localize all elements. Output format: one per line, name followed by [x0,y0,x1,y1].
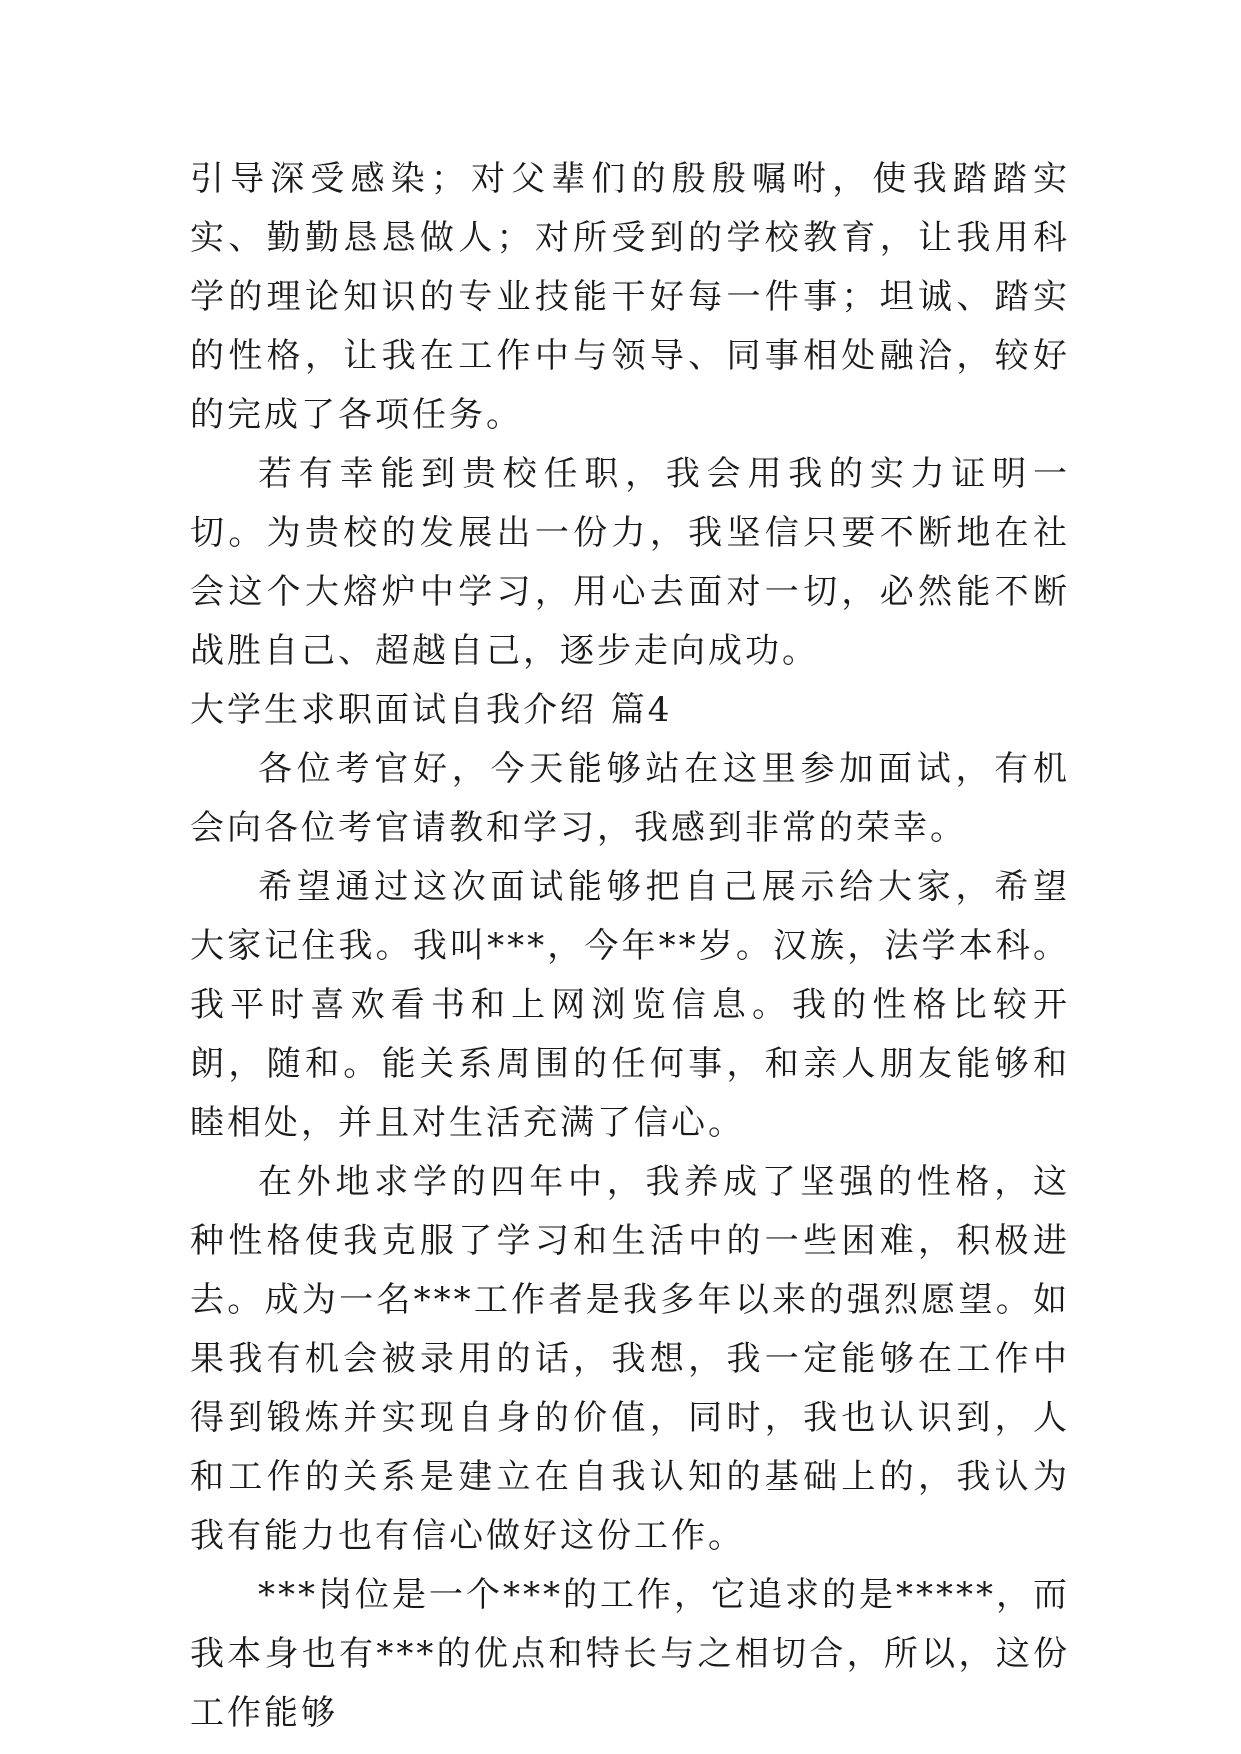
paragraph-continued: 引导深受感染；对父辈们的殷殷嘱咐，使我踏踏实实、勤勤恳恳做人；对所受到的学校教育，让我用科学的理论知识的专业技能干好每一件事；坦诚、踏实的性格，让我在工作中与领导、同事相处融洽，较好的完成了各项任务。 [190,159,1070,435]
paragraph: 若有幸能到贵校任职，我会用我的实力证明一切。为贵校的发展出一份力，我坚信只要不断地在社会这个大熔炉中学习，用心去面对一切，必然能不断战胜自己、超越自己，逐步走向成功。 [190,454,1070,671]
paragraph-truncated: ***岗位是一个***的工作，它追求的是*****，而我本身也有***的优点和特长与之相切合，所以，这份工作能够 [190,1575,1070,1733]
document-body [190,150,1070,1743]
paragraph: 在外地求学的四年中，我养成了坚强的性格，这种性格使我克服了学习和生活中的一些困难，积极进去。成为一名***工作者是我多年以来的强烈愿望。如果我有机会被录用的话，我想，我一定能够在工作中得到锻炼并实现自身的价值，同时，我也认识到，人和工作的关系是建立在自我认知的基础上的，我认为我有能力也有信心做好这份工作。 [190,1162,1070,1556]
paragraph: 各位考官好，今天能够站在这里参加面试，有机会向各位考官请教和学习，我感到非常的荣幸。 [190,749,1070,848]
section-heading: 大学生求职面试自我介绍 篇4 [190,690,673,730]
paragraph: 希望通过这次面试能够把自己展示给大家，希望大家记住我。我叫***，今年**岁。汉族，法学本科。我平时喜欢看书和上网浏览信息。我的性格比较开朗，随和。能关系周围的任何事，和亲人朋友能够和睦相处，并且对生活充满了信心。 [190,867,1070,1143]
